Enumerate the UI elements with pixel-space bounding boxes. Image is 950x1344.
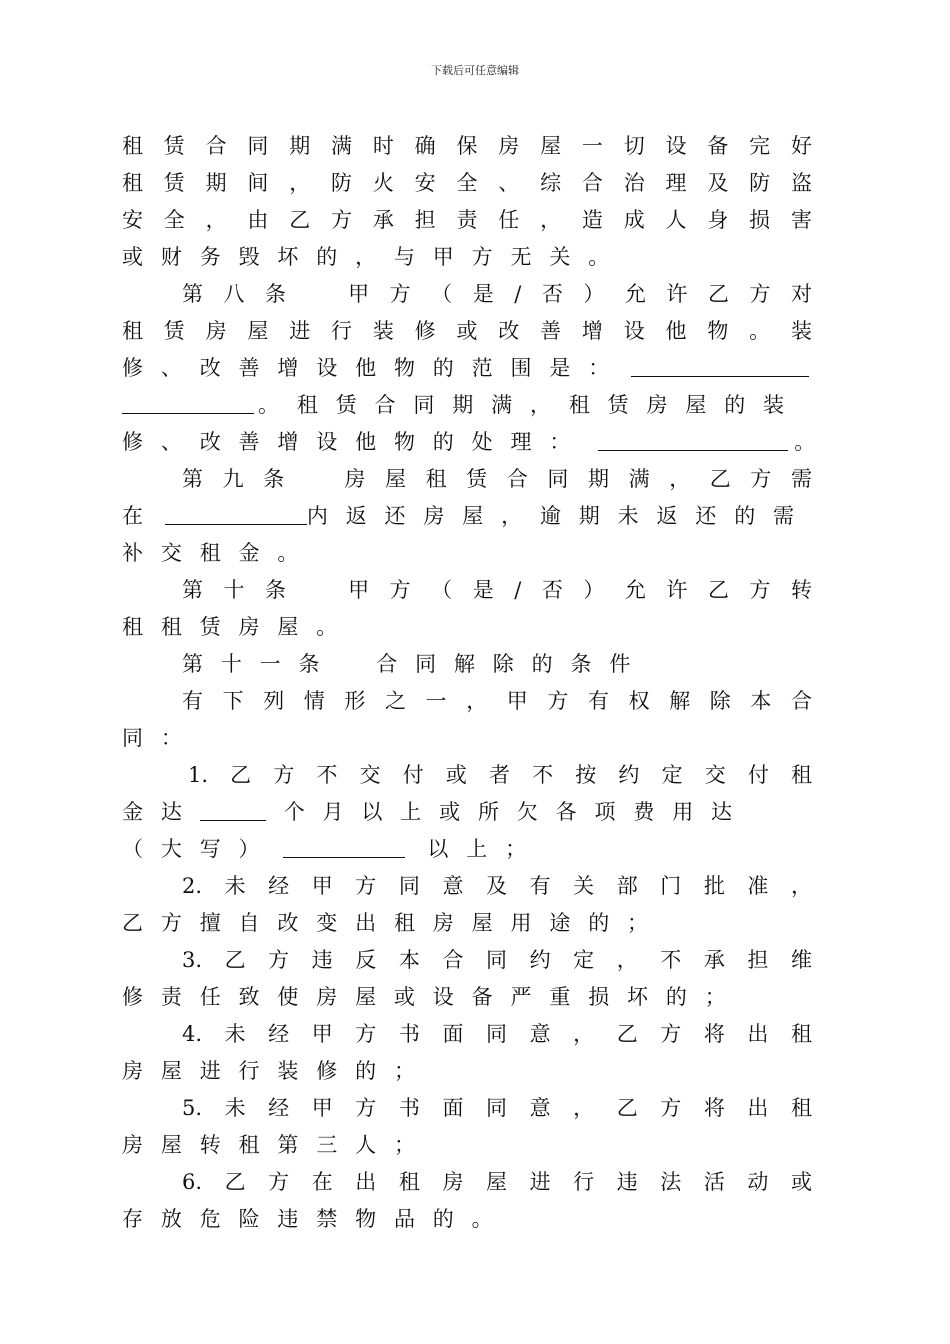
- article-8-heading: 第八条 甲方（是/否）允许乙方对: [182, 282, 812, 306]
- text-line: 房屋进行装修的；: [122, 1059, 433, 1083]
- text-line: 安全，由乙方承担责任，造成人身损害: [122, 208, 812, 232]
- text-span: 个月以上或所欠各项费用达: [283, 800, 750, 824]
- fill-blank-renovation-scope[interactable]: [631, 354, 809, 377]
- text-span: 以上；: [427, 837, 544, 861]
- text-line: [122, 831, 812, 868]
- text-span: 。: [794, 430, 834, 454]
- clause-5: 5.未经甲方书面同意，乙方将出租: [182, 1096, 812, 1120]
- fill-blank-renovation-handling[interactable]: [598, 428, 788, 451]
- text-line: [122, 424, 834, 461]
- text-span: 在: [122, 504, 161, 528]
- text-line: 或财务毁坏的，与甲方无关。: [122, 245, 628, 269]
- text-span: （大写）: [122, 837, 278, 861]
- text-span: 内返还房屋，逾期未返还的需: [306, 504, 812, 528]
- clause-6: 6.乙方在出租房屋进行违法活动或: [182, 1170, 812, 1194]
- fill-blank-renovation-scope-cont[interactable]: [122, 391, 254, 414]
- article-10-heading: 第十条 甲方（是/否）允许乙方转: [182, 578, 812, 602]
- contract-body: [122, 128, 834, 1238]
- text-line: 补交租金。: [122, 541, 317, 565]
- text-line: 租赁合同期满时确保房屋一切设备完好: [122, 134, 812, 158]
- text-span: 修、改善增设他物的处理：: [122, 430, 589, 454]
- fill-blank-return-period[interactable]: [165, 502, 307, 525]
- fill-blank-amount-capital[interactable]: [283, 835, 405, 858]
- fill-blank-months[interactable]: [200, 798, 266, 821]
- text-line: 租租赁房屋。: [122, 615, 356, 639]
- text-line: [122, 794, 812, 831]
- clause-2: 2.未经甲方同意及有关部门批准，: [182, 874, 812, 898]
- text-span: 金达: [122, 800, 200, 824]
- text-line: 修责任致使房屋或设备严重损坏的；: [122, 985, 744, 1009]
- text-line: 乙方擅自改变出租房屋用途的；: [122, 911, 666, 935]
- text-line: 有下列情形之一，甲方有权解除本合: [182, 689, 812, 713]
- text-line: [122, 498, 812, 535]
- article-11-heading: 第十一条 合同解除的条件: [182, 652, 649, 676]
- text-line: [122, 350, 812, 387]
- text-line: 同：: [122, 726, 200, 750]
- text-line: 存放危险违禁物品的。: [122, 1207, 511, 1231]
- clause-1: 1.乙方不交付或者不按约定交付租: [188, 763, 812, 787]
- article-9-heading: 第九条 房屋租赁合同期满，乙方需: [182, 467, 812, 491]
- text-span: 修、改善增设他物的范围是：: [122, 356, 628, 380]
- text-line: 房屋转租第三人；: [122, 1133, 433, 1157]
- page-header: 下载后可任意编辑: [431, 64, 519, 77]
- text-line: 租赁期间，防火安全、综合治理及防盗: [122, 171, 812, 195]
- text-line: [122, 387, 812, 424]
- clause-4: 4.未经甲方书面同意，乙方将出租: [182, 1022, 812, 1046]
- text-span: 。租赁合同期满，租赁房屋的装: [258, 393, 802, 417]
- clause-3: 3.乙方违反本合同约定，不承担维: [182, 948, 812, 972]
- text-line: 租赁房屋进行装修或改善增设他物。装: [122, 319, 812, 343]
